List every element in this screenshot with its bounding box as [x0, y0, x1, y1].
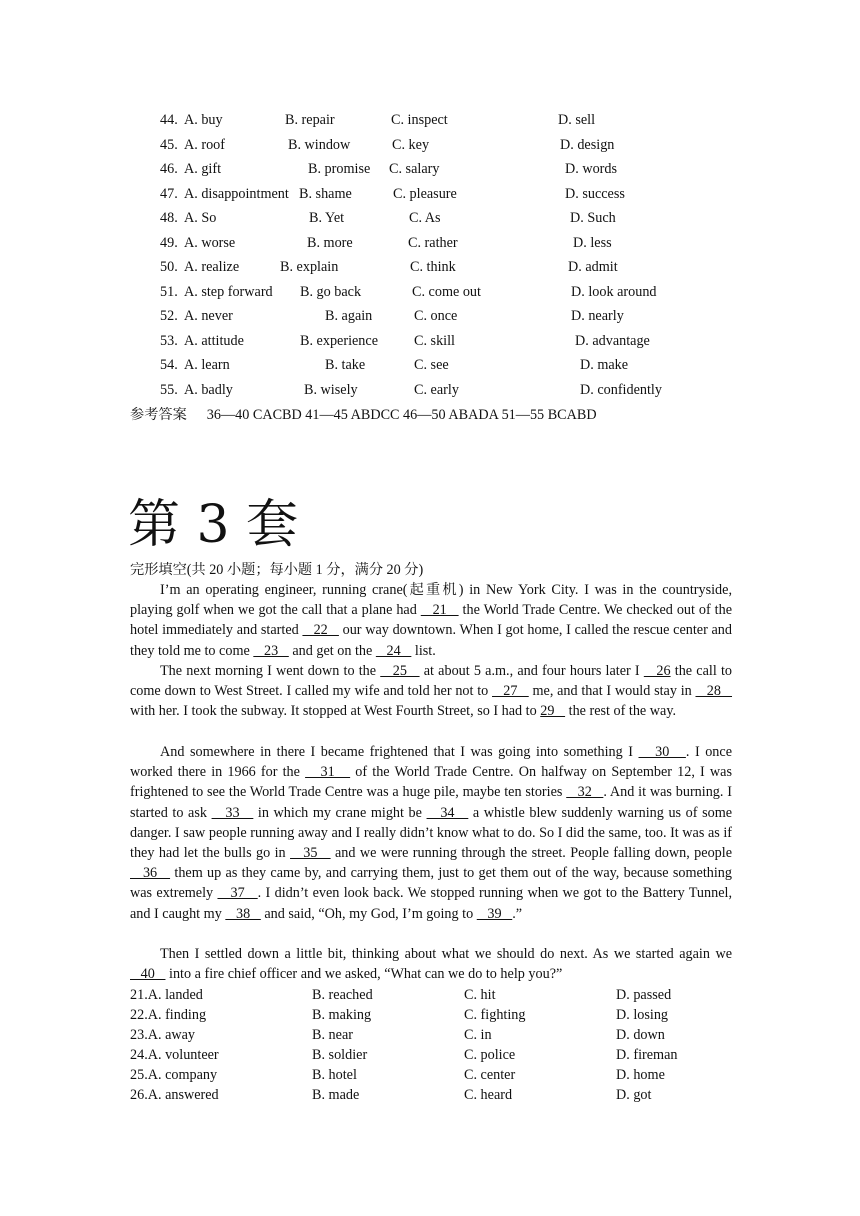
- passage-text: with her. I took the subway. It stopped at West Fourth Street, so I had to: [130, 703, 541, 720]
- option-d: D. down: [616, 1027, 665, 1043]
- passage-text: our way downtown. When I got home, I called the rescue center and they told me to come: [130, 622, 732, 659]
- option-c: C. early: [414, 381, 459, 398]
- option-d: D. words: [565, 161, 618, 177]
- question-number: 54.: [160, 357, 178, 373]
- option-b: B. promise: [308, 161, 371, 177]
- option-d: D. losing: [616, 1007, 669, 1023]
- blank-24: 24: [375, 642, 412, 659]
- option-a: A. step forward: [184, 283, 273, 300]
- passage-text: the rest of the way.: [565, 703, 677, 720]
- option-b: B. explain: [280, 259, 339, 275]
- option-a: A. roof: [184, 136, 225, 153]
- blank-35: 35: [290, 845, 331, 862]
- option-b: B. wisely: [304, 381, 358, 398]
- option-d: D. design: [560, 136, 615, 153]
- option-a: A. realize: [184, 259, 240, 275]
- question-number: 53.: [160, 332, 178, 349]
- blank-33: 33: [211, 804, 254, 821]
- option-b: B. again: [325, 308, 373, 324]
- option-b: B. Yet: [309, 210, 345, 226]
- option-c: C. heard: [464, 1087, 513, 1103]
- section-title: 第 3 套: [128, 495, 299, 555]
- passage-text: the World Trade Centre. We checked out of the hotel immediately and started: [130, 602, 732, 639]
- option-b: B. hotel: [312, 1067, 357, 1083]
- passage-text: them up as they came by, and carrying them, just to get them out of the way, because something was extremely: [130, 865, 732, 902]
- option-a: A. learn: [184, 357, 230, 373]
- question-number: 49.: [160, 234, 178, 251]
- option-b: B. soldier: [312, 1047, 368, 1063]
- paragraph-4: [130, 944, 732, 984]
- option-b: B. shame: [299, 185, 352, 202]
- option-d: D. make: [580, 357, 629, 373]
- option-c: C. think: [410, 259, 456, 275]
- option-d: D. got: [616, 1087, 652, 1103]
- question-number: 46.: [160, 161, 178, 177]
- question-number: 44.: [160, 112, 178, 128]
- question-number: 51.: [160, 283, 178, 300]
- passage-text: at about 5 a.m., and four hours later I: [419, 663, 644, 679]
- passage-text: . I didn’t even look back. We stopped running when we got to the Battery Tunnel, and I caught my: [130, 885, 733, 922]
- option-d: D. success: [565, 185, 625, 202]
- option-d: D. look around: [571, 283, 657, 300]
- paragraph-3: [130, 742, 732, 924]
- option-c: C. police: [464, 1047, 516, 1063]
- option-d: D. advantage: [575, 332, 650, 349]
- blank-26: 26: [643, 663, 671, 679]
- option-c: C. As: [409, 210, 441, 226]
- answer-key-label: 参考答案: [130, 407, 187, 423]
- passage-text: . And it was burning. I started to ask: [130, 784, 732, 821]
- option-a: A. attitude: [184, 332, 244, 349]
- passage-text: and said, “Oh, my God, I’m going to: [260, 905, 477, 922]
- option-a: 23.A. away: [130, 1027, 196, 1043]
- passage-text: me, and that I would stay in: [528, 683, 696, 700]
- paragraph-1: [130, 580, 732, 661]
- option-c: C. pleasure: [393, 185, 457, 202]
- option-d: D. confidently: [580, 381, 662, 398]
- passage-text: Then I settled down a little bit, thinking about what we should do next. As we started again we: [160, 946, 732, 962]
- option-d: D. passed: [616, 987, 672, 1003]
- blank-21: 21: [420, 602, 459, 619]
- option-a: 25.A. company: [130, 1067, 218, 1083]
- option-b: B. more: [307, 234, 353, 251]
- passage-text: The next morning I went down to the: [160, 663, 381, 679]
- option-c: C. fighting: [464, 1007, 526, 1023]
- option-b: B. window: [288, 136, 351, 153]
- blank-38: 38: [225, 905, 261, 922]
- option-c: C. see: [414, 357, 449, 373]
- question-number: 52.: [160, 308, 178, 324]
- passage-text: of the World Trade Centre. On halfway on September 12, I was frightened to see the World Trade Centre was a huge pile, maybe ten stories: [130, 764, 732, 801]
- blank-32: 32: [566, 784, 604, 801]
- option-a: A. buy: [184, 112, 223, 128]
- option-b: B. reached: [312, 987, 373, 1003]
- option-c: C. in: [464, 1027, 492, 1043]
- option-d: D. sell: [558, 112, 596, 128]
- blank-22: 22: [302, 622, 339, 639]
- blank-30: 30: [638, 744, 686, 760]
- option-d: D. less: [573, 234, 612, 251]
- blank-27: 27: [492, 683, 529, 700]
- option-b: B. made: [312, 1087, 360, 1103]
- option-a: A. badly: [184, 381, 233, 398]
- passage-text: . I once worked there in 1966 for the: [130, 744, 732, 781]
- answer-key: [130, 404, 597, 424]
- question-number: 50.: [160, 259, 178, 275]
- blank-36: 36: [130, 865, 171, 882]
- option-d: D. Such: [570, 210, 616, 226]
- option-b: B. take: [325, 357, 366, 373]
- option-a: A. never: [184, 308, 233, 324]
- passage-text: .”: [512, 905, 523, 922]
- option-a: 26.A. answered: [130, 1087, 219, 1103]
- option-b: B. near: [312, 1027, 353, 1043]
- blank-39: 39: [476, 905, 513, 922]
- question-number: 48.: [160, 210, 178, 226]
- option-a: A. disappointment: [184, 185, 289, 202]
- passage-text: I’m an operating engineer, running crane(起重机) in New York City. I was in the countryside, playing golf when we got the call that a plane had: [130, 582, 732, 619]
- blank-37: 37: [217, 885, 258, 902]
- blank-23: 23: [253, 642, 289, 659]
- option-c: C. rather: [408, 234, 458, 251]
- passage-text: and get on the: [288, 642, 376, 659]
- option-c: C. center: [464, 1067, 516, 1083]
- option-b: B. repair: [285, 112, 335, 128]
- option-a: A. So: [184, 210, 217, 226]
- option-c: C. come out: [412, 283, 481, 300]
- passage-text: the call to come down to West Street. I called my wife and told her not to: [130, 663, 732, 700]
- blank-31: 31: [305, 764, 351, 781]
- question-number: 47.: [160, 185, 178, 202]
- option-a: 21.A. landed: [130, 987, 203, 1003]
- option-a: 24.A. volunteer: [130, 1047, 219, 1063]
- option-b: B. go back: [300, 283, 362, 300]
- passage-text: a whistle blew suddenly warning us of some danger. I saw people running away and I really didn’t know what to do. So I did the same, too. It was as if they had let the bulls go in: [130, 804, 733, 862]
- option-a: A. worse: [184, 234, 236, 251]
- option-c: C. skill: [414, 332, 455, 349]
- option-a: 22.A. finding: [130, 1007, 207, 1023]
- blank-34: 34: [426, 804, 469, 821]
- option-a: A. gift: [184, 161, 222, 177]
- blank-25: 25: [380, 663, 420, 679]
- option-c: C. once: [414, 308, 458, 324]
- question-number: 45.: [160, 136, 178, 153]
- passage-text: in which my crane might be: [253, 804, 427, 821]
- option-c: C. inspect: [391, 112, 448, 128]
- passage-text: and we were running through the street. People falling down, people: [330, 845, 732, 862]
- option-c: C. key: [392, 136, 430, 153]
- option-d: D. admit: [568, 259, 618, 275]
- option-c: C. hit: [464, 987, 496, 1003]
- option-d: D. home: [616, 1067, 665, 1083]
- option-c: C. salary: [389, 161, 440, 177]
- option-b: B. experience: [300, 332, 378, 349]
- passage-text: into a fire chief officer and we asked, “What can we do to help you?”: [165, 966, 563, 983]
- paragraph-2: [130, 661, 732, 722]
- passage-text: And somewhere in there I became frightened that I was going into something I: [160, 744, 639, 760]
- option-b: B. making: [312, 1007, 372, 1023]
- instructions: 完形填空(共 20 小题；每小题 1 分，满分 20 分): [130, 562, 424, 578]
- option-d: D. nearly: [571, 308, 624, 324]
- passage-text: list.: [411, 642, 436, 659]
- blank-28: 28: [695, 683, 733, 700]
- answer-key-text: 36—40 CACBD 41—45 ABDCC 46—50 ABADA 51—55 BCABD: [206, 407, 597, 423]
- blank-29: 29: [540, 703, 566, 720]
- question-number: 55.: [160, 381, 178, 398]
- blank-40: 40: [130, 966, 166, 983]
- option-d: D. fireman: [616, 1047, 678, 1063]
